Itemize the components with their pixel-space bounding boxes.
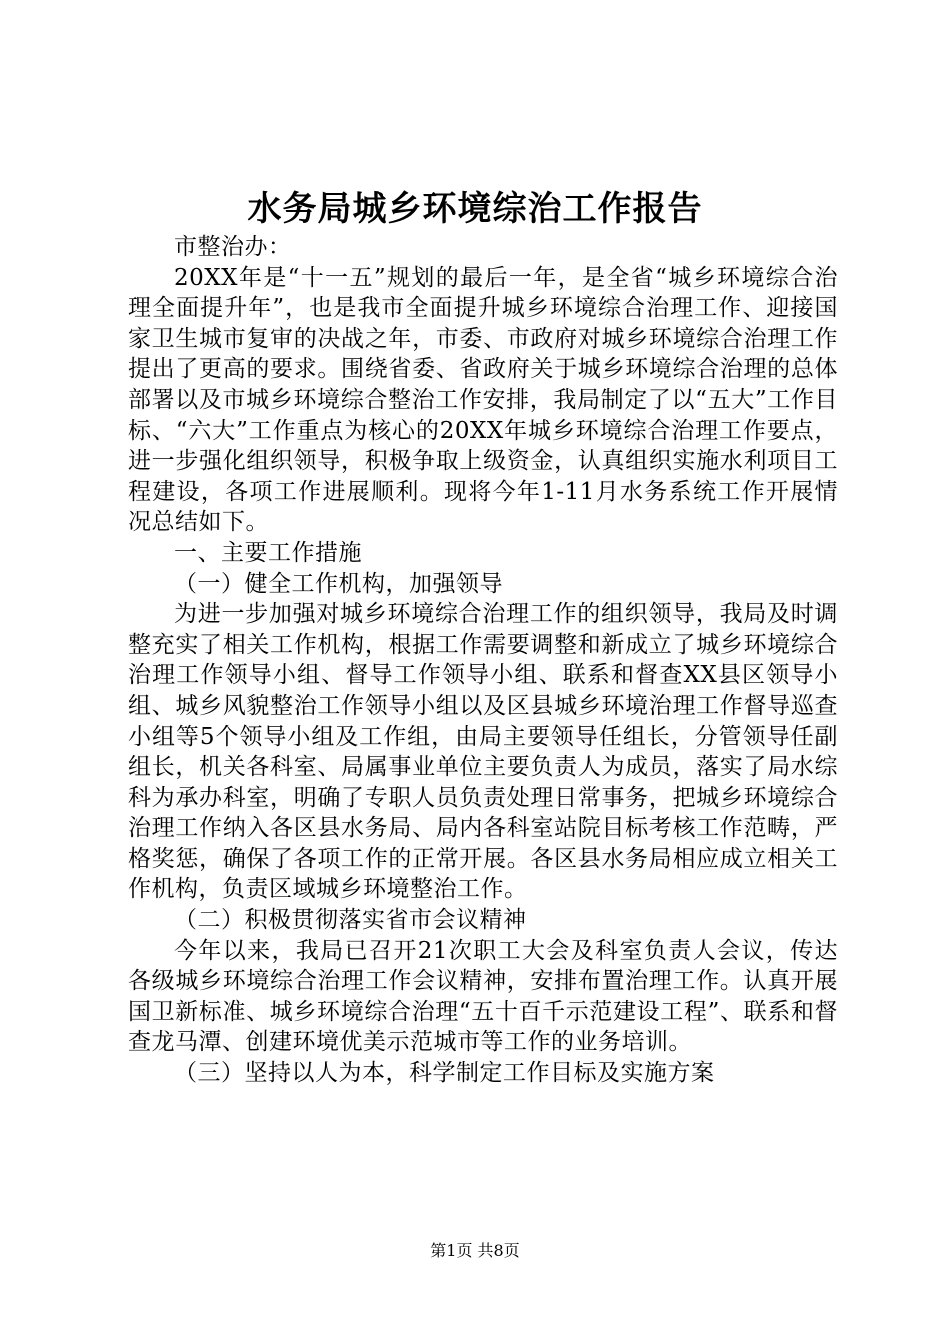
document-title: 水务局城乡环境综治工作报告 — [247, 189, 703, 229]
document-body — [128, 232, 838, 1089]
subsection-paragraph-2: 今年以来，我局已召开21次职工大会及科室负责人会议，传达各级城乡环境综合治理工作会议精神，安排布置治理工作。认真开展国卫新标准、城乡环境综合治理“五十百千示范建设工程”、联系和督查龙马潭、创建环境优美示范城市等工作的业务培训。 — [128, 937, 838, 1056]
subsection-heading-2: （二）积极贯彻落实省市会议精神 — [174, 907, 527, 934]
salutation: 市整治办： — [174, 234, 292, 260]
section-heading-1: 一、主要工作措施 — [174, 539, 362, 566]
subsection-heading-3: （三）坚持以人为本，科学制定工作目标及实施方案 — [174, 1060, 715, 1087]
subsection-paragraph-1: 为进一步加强对城乡环境综合治理工作的组织领导，我局及时调整充实了相关工作机构，根据工作需要调整和新成立了城乡环境综合治理工作领导小组、督导工作领导小组、联系和督查XX县区领导小组、城乡风貌整治工作领导小组以及区县城乡环境治理工作督导巡查小组等5个领导小组及工作组，由局主要领导任组长，分管领导任副组长，机关各科室、局属事业单位主要负责人为成员，落实了局水综科为承办科室，明确了专职人员负责处理日常事务，把城乡环境综合治理工作纳入各区县水务局、局内各科室站院目标考核工作范畴，严格奖惩，确保了各项工作的正常开展。各区县水务局相应成立相关工作机构，负责区域城乡环境整治工作。 — [128, 601, 838, 903]
intro-paragraph: 20XX年是“十一五”规划的最后一年，是全省“城乡环境综合治理全面提升年”，也是我市全面提升城乡环境综合治理工作、迎接国家卫生城市复审的决战之年，市委、市政府对城乡环境综合治理工作提出了更高的要求。围绕省委、省政府关于城乡环境综合治理的总体部署以及市城乡环境综合整治工作安排，我局制定了以“五大”工作目标、“六大”工作重点为核心的20XX年城乡环境综合治理工作要点，进一步强化组织领导，积极争取上级资金，认真组织实施水利项目工程建设，各项工作进展顺利。现将今年1-11月水务系统工作开展情况总结如下。 — [128, 264, 838, 536]
page-footer: 第1页 共8页 — [430, 1241, 520, 1260]
subsection-heading-1: （一）健全工作机构，加强领导 — [174, 570, 503, 597]
